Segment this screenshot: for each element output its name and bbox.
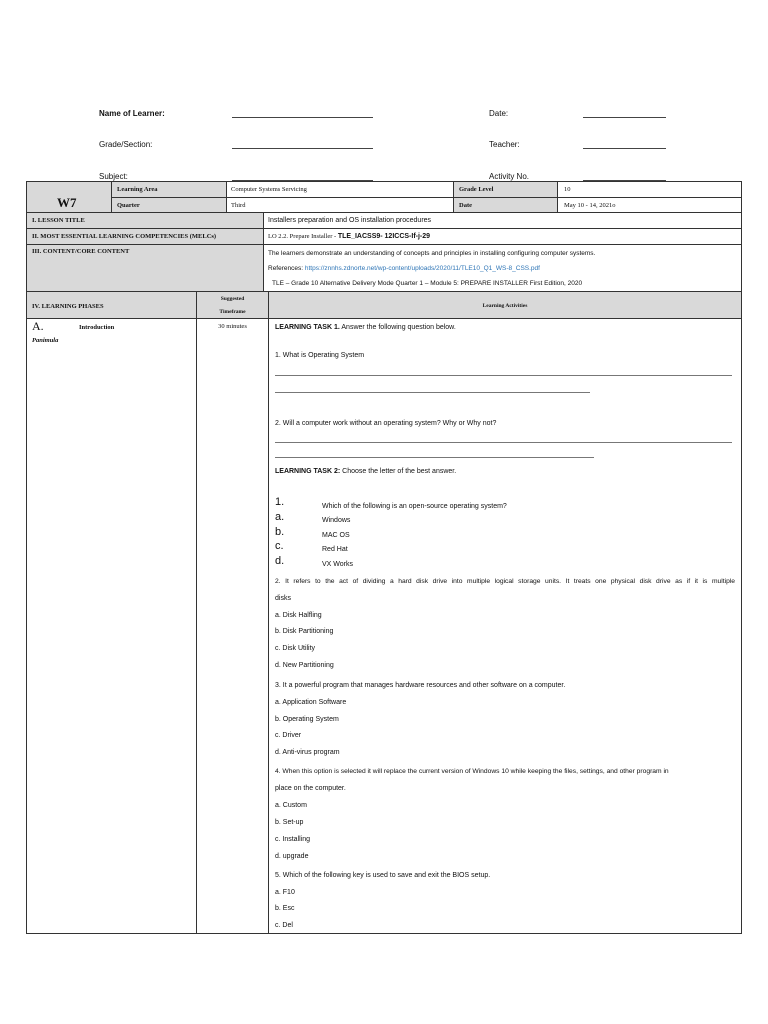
option-letter: a. xyxy=(275,511,285,523)
option-text: Windows xyxy=(322,517,351,524)
option-letter: d. xyxy=(275,555,285,567)
learning-area-label: Learning Area xyxy=(117,186,158,193)
phase-letter: A. xyxy=(32,319,44,333)
lesson-title-value: Installers preparation and OS installation procedures xyxy=(268,217,432,224)
melcs-code: TLE_IACSS9- 12ICCS-If-j-29 xyxy=(337,233,431,240)
option-text: VX Works xyxy=(322,561,353,568)
option-text: d. New Partitioning xyxy=(275,662,334,669)
references-line xyxy=(268,265,540,272)
task2-question-4-cont: place on the computer. xyxy=(275,785,346,792)
date-field[interactable] xyxy=(583,117,666,118)
week-label: W7 xyxy=(57,195,77,210)
quarter-label: Quarter xyxy=(117,202,140,209)
activities-cell xyxy=(268,318,742,934)
option-text: Red Hat xyxy=(322,546,348,553)
task1-question-2: 2. Will a computer work without an operating system? Why or Why not? xyxy=(275,420,497,427)
task1-heading xyxy=(275,324,456,331)
option-text: b. Set-up xyxy=(275,819,304,826)
teacher-field[interactable] xyxy=(583,148,666,149)
melcs-prefix: LO 2.2. Prepare Installer - xyxy=(268,233,338,240)
task2-question-2: 2. It refers to the act of dividing a hard disk drive into multiple logical storage units. It treats one physical disk drive as if it is multiple xyxy=(275,578,735,585)
task1-question-1: 1. What is Operating System xyxy=(275,352,365,359)
task2-question-5: 5. Which of the following key is used to save and exit the BIOS setup. xyxy=(275,872,491,879)
references-label: References: xyxy=(268,265,304,272)
option-text: d. Anti-virus program xyxy=(275,749,340,756)
quarter-value: Third xyxy=(231,202,246,209)
option-text: a. F10 xyxy=(275,889,295,896)
activity-label: Activity No. xyxy=(489,172,530,181)
lesson-title-label: I. LESSON TITLE xyxy=(32,217,85,224)
melcs-value-cell xyxy=(263,228,742,245)
content-value-cell xyxy=(263,244,742,292)
activities-header-cell xyxy=(268,291,742,319)
timeframe-cell xyxy=(196,318,269,934)
grade-level-value: 10 xyxy=(564,186,571,193)
quarter-label-cell xyxy=(111,197,227,213)
grade-level-value-cell xyxy=(557,181,742,198)
grade-field[interactable] xyxy=(232,148,373,149)
phase-name: Introduction xyxy=(79,324,115,331)
timeframe-header-cell xyxy=(196,291,269,319)
option-letter: b. xyxy=(275,526,285,538)
learning-area-label-cell xyxy=(111,181,227,198)
option-text: b. Esc xyxy=(275,905,295,912)
task1-title: LEARNING TASK 1. xyxy=(275,324,340,331)
task2-question-2-cont: disks xyxy=(275,595,291,602)
lesson-title-label-cell xyxy=(26,212,264,229)
task2-instruction: Choose the letter of the best answer. xyxy=(342,468,457,475)
task2-question-4: 4. When this option is selected it will replace the current version of Windows 10 while keeping the files, settings, and other program in xyxy=(275,768,669,775)
answer-line[interactable] xyxy=(275,392,590,393)
learning-area-value-cell xyxy=(226,181,454,198)
option-text: a. Custom xyxy=(275,802,307,809)
option-text: a. Disk Halfling xyxy=(275,612,322,619)
melcs-label-cell xyxy=(26,228,264,245)
date-value-cell xyxy=(557,197,742,213)
phases-label: IV. LEARNING PHASES xyxy=(32,303,104,310)
option-text: c. Installing xyxy=(275,836,311,843)
phase-cell xyxy=(26,318,197,934)
date-label: Date: xyxy=(489,109,509,118)
option-text: b. Operating System xyxy=(275,716,339,723)
answer-line[interactable] xyxy=(275,457,594,458)
melcs-label: II. MOST ESSENTIAL LEARNING COMPETENCIES (MELCs) xyxy=(32,233,217,240)
grade-level-label: Grade Level xyxy=(459,186,494,193)
answer-line[interactable] xyxy=(275,375,732,376)
option-text: MAC OS xyxy=(322,532,350,539)
task2-question-3: 3. It a powerful program that manages hardware resources and other software on a computer. xyxy=(275,682,566,689)
option-text: b. Disk Partitioning xyxy=(275,628,334,635)
timeframe-label-2: Timeframe xyxy=(219,309,246,315)
lesson-title-value-cell xyxy=(263,212,742,229)
question-number: 1. xyxy=(275,496,285,508)
task1-instruction: Answer the following question below. xyxy=(341,324,456,331)
option-text: c. Driver xyxy=(275,732,302,739)
content-text: The learners demonstrate an understanding of concepts and principles in installing configuring computer systems. xyxy=(268,250,596,257)
option-text: d. upgrade xyxy=(275,853,309,860)
activities-label: Learning Activities xyxy=(482,303,528,309)
task2-title: LEARNING TASK 2: xyxy=(275,468,341,475)
subject-label: Subject: xyxy=(99,172,128,181)
content-label: III. CONTENT/CORE CONTENT xyxy=(32,248,130,255)
melcs-value xyxy=(268,233,430,240)
option-text: c. Disk Utility xyxy=(275,645,316,652)
option-text: c. Del xyxy=(275,922,293,929)
timeframe-label-1: Suggested xyxy=(220,296,245,302)
week-cell xyxy=(26,181,112,213)
answer-line[interactable] xyxy=(275,442,732,443)
content-label-cell xyxy=(26,244,264,292)
phase-time: 30 minutes xyxy=(218,323,247,330)
references-module: TLE – Grade 10 Alternative Delivery Mode Quarter 1 – Module 5: PREPARE INSTALLER First Edition, 2020 xyxy=(272,280,583,287)
name-label: Name of Learner: xyxy=(99,109,165,118)
date-label-cell xyxy=(453,197,558,213)
option-letter: c. xyxy=(275,540,284,552)
grade-label: Grade/Section: xyxy=(99,140,153,149)
quarter-value-cell xyxy=(226,197,454,213)
task2-heading xyxy=(275,468,456,475)
option-text: a. Application Software xyxy=(275,699,347,706)
grade-level-label-cell xyxy=(453,181,558,198)
phases-header-cell xyxy=(26,291,197,319)
table-date-label: Date xyxy=(459,202,472,209)
table-date-value: May 10 - 14, 2021o xyxy=(564,202,616,209)
task2-question-1: Which of the following is an open-source operating system? xyxy=(322,503,507,510)
name-field[interactable] xyxy=(232,117,373,118)
phase-subtitle: Panimula xyxy=(32,337,59,344)
learning-area-value: Computer Systems Servicing xyxy=(231,186,307,193)
teacher-label: Teacher: xyxy=(489,140,520,149)
references-link[interactable]: https://znnhs.zdnorte.net/wp-content/uploads/2020/11/TLE10_Q1_WS-8_CSS.pdf xyxy=(304,265,540,272)
